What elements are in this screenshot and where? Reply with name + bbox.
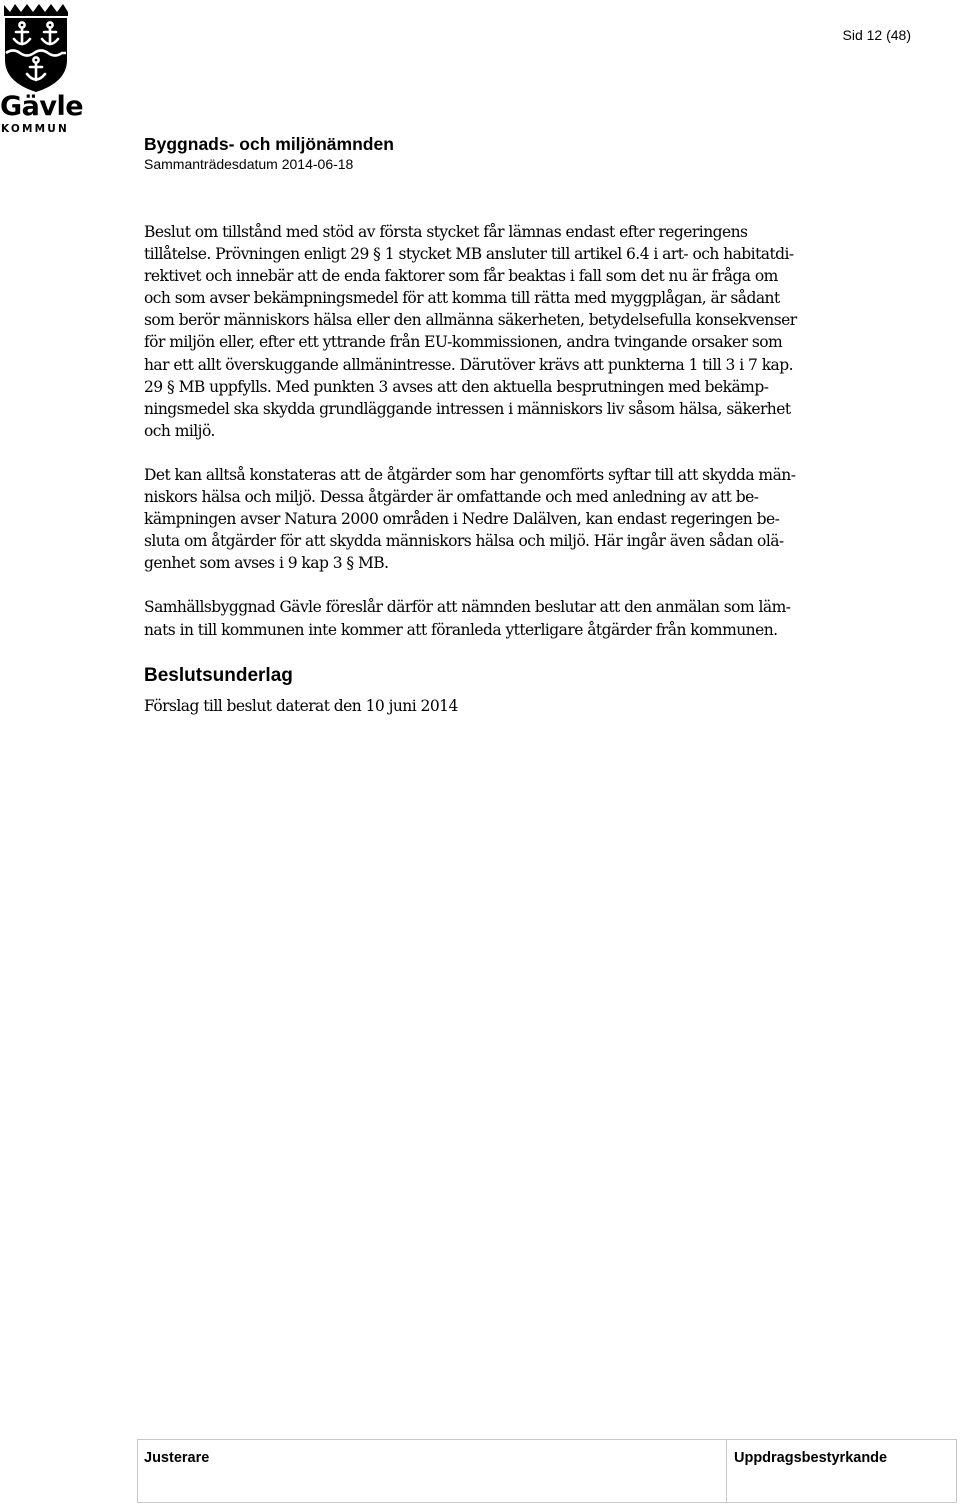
paragraph (144, 464, 904, 574)
text-line: rektivet och innebär att de enda faktorer som får beaktas i fall som det nu är fråga om (144, 267, 778, 286)
section-heading: Beslutsunderlag (144, 664, 293, 686)
text-line: ningsmedel ska skydda grundläggande intressen i människors liv såsom hälsa, säkerhet (144, 399, 791, 418)
column-divider (726, 1440, 727, 1502)
text-line: Beslut om tillstånd med stöd av första stycket får lämnas endast efter regeringens (144, 223, 748, 241)
certification-label: Uppdragsbestyrkande (734, 1450, 888, 1466)
text-line: genhet som avses i 9 kap 3 § MB. (144, 554, 389, 573)
gavle-coat-of-arms-icon (2, 2, 70, 94)
text-line: kämpningen avser Natura 2000 områden i Nedre Dalälven, kan endast regeringen be- (144, 510, 780, 529)
text-line: 29 § MB uppfylls. Med punkten 3 avses att den aktuella besprutningen med bekämp- (144, 377, 769, 396)
logo-subtitle: KOMMUN (1, 123, 70, 135)
meeting-date: Sammanträdesdatum 2014-06-18 (144, 156, 354, 172)
logo-name: Gävle (0, 91, 84, 122)
document-body (144, 221, 904, 717)
text-line: för miljön eller, efter ett yttrande från EU-kommissionen, andra tvingande orsaker som (144, 333, 783, 352)
adjuster-label: Justerare (144, 1450, 210, 1466)
text-line: Det kan alltså konstateras att de åtgärder som har genomförts syftar till att skydda män- (144, 465, 796, 484)
text-line: tillåtelse. Prövningen enligt 29 § 1 stycket MB ansluter till artikel 6.4 i art- och habitatdi- (144, 245, 794, 264)
paragraph (144, 221, 904, 442)
text-line: niskors hälsa och miljö. Dessa åtgärder är omfattande och med anledning av att be- (144, 488, 759, 507)
paragraph (144, 596, 904, 640)
text-line: som berör människors hälsa eller den allmänna säkerheten, betydelsefulla konsekvenser (144, 311, 797, 330)
page-number: Sid 12 (48) (842, 27, 911, 43)
text-line: Samhällsbyggnad Gävle föreslår därför att nämnden beslutar att den anmälan som läm- (144, 598, 791, 617)
basis-item: Förslag till beslut daterat den 10 juni 2014 (144, 696, 458, 715)
text-line: har ett allt överskuggande allmänintresse. Därutöver krävs att punkterna 1 till 3 i 7 kap. (144, 355, 793, 374)
text-line: och som avser bekämpningsmedel för att komma till rätta med myggplågan, är sådant (144, 289, 780, 308)
signature-table (137, 1439, 957, 1503)
text-line: sluta om åtgärder för att skydda människors hälsa och miljö. Här ingår även sådan olä- (144, 532, 784, 551)
text-line: och miljö. (144, 421, 215, 440)
text-line: nats in till kommunen inte kommer att föranleda ytterligare åtgärder från kommunen. (144, 620, 778, 639)
committee-title: Byggnads- och miljönämnden (144, 134, 394, 154)
municipality-logo (0, 2, 105, 137)
